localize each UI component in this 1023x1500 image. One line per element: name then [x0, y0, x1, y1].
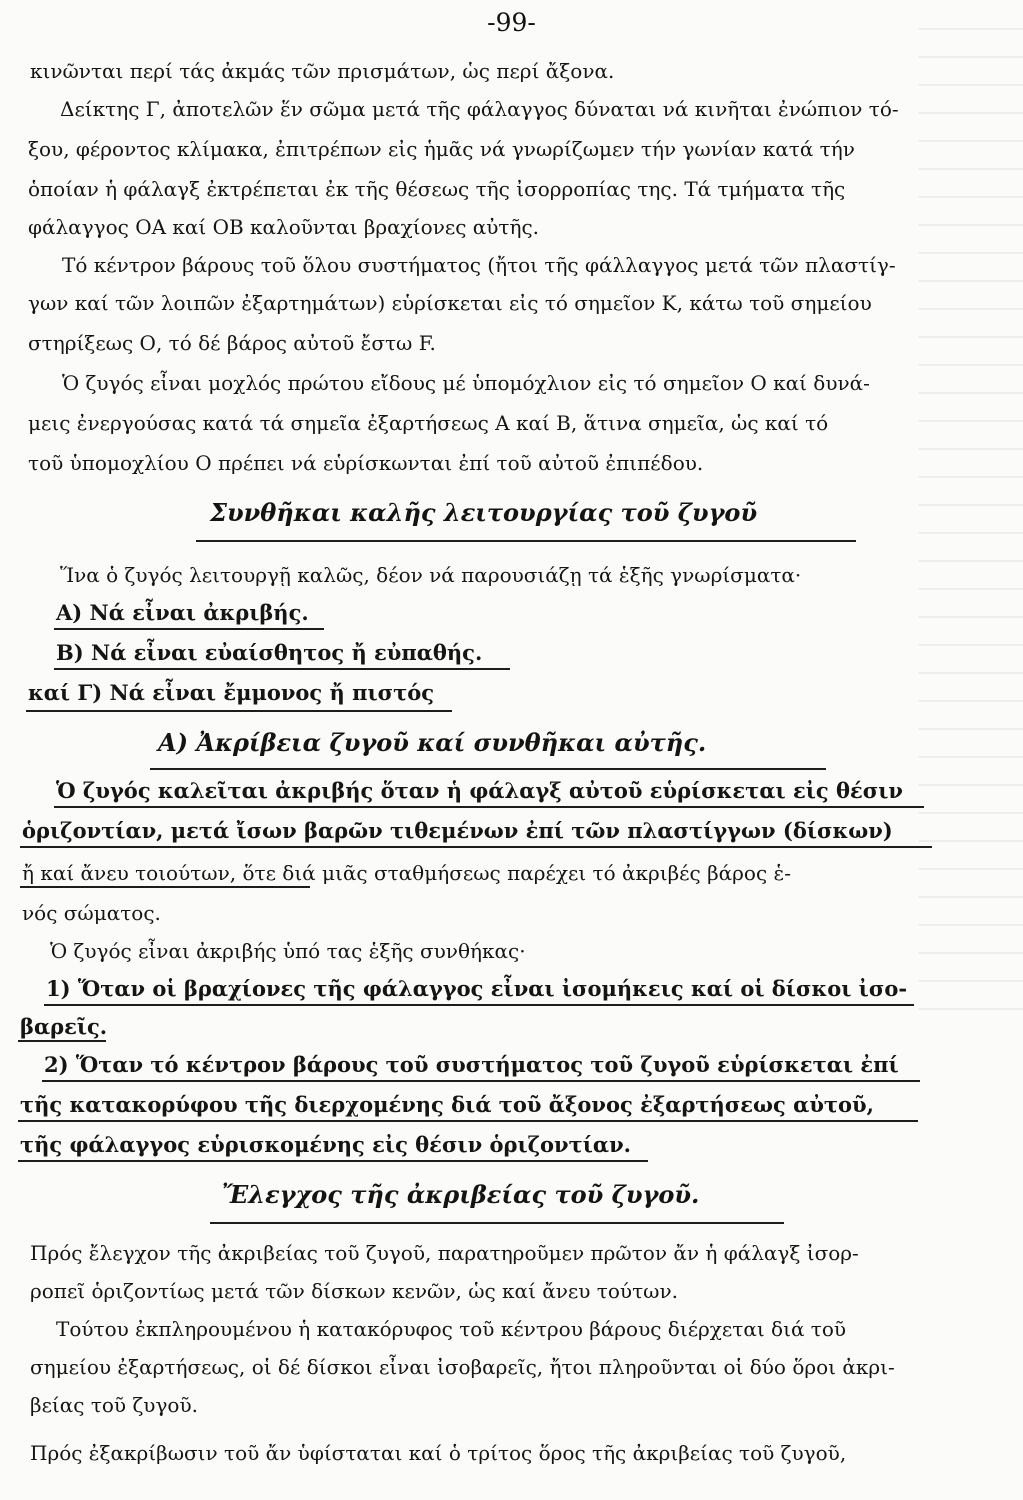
text-line: φάλαγγος ΟΑ καί ΟΒ καλοῦνται βραχίονες αὐτῆς. [28, 215, 540, 239]
text-line: τῆς φάλαγγος εὑρισκομένης εἰς θέσιν ὁριζοντίαν. [20, 1132, 631, 1157]
text-line: γων καί τῶν λοιπῶν ἐξαρτημάτων) εὑρίσκεται εἰς τό σημεῖον Κ, κάτω τοῦ σημείου [28, 291, 872, 315]
text-underline [20, 886, 310, 888]
text-underline [20, 846, 932, 848]
section-heading: Α) Ἀκρίβεια ζυγοῦ καί συνθῆκαι αὐτῆς. [158, 728, 707, 757]
text-line: σημείου ἐξαρτήσεως, οἱ δέ δίσκοι εἶναι ἰσοβαρεῖς, ἤτοι πληροῦνται οἱ δύο ὅροι ἀκρι- [30, 1355, 895, 1379]
condition-item: καί Γ) Νά εἶναι ἔμμονος ἤ πιστός [28, 680, 435, 705]
text-underline [18, 1040, 106, 1042]
text-line: Ὁ ζυγός εἶναι ἀκριβής ὑπό τας ἑξῆς συνθήκας· [50, 939, 526, 963]
text-line: ξου, φέροντος κλίμακα, ἐπιτρέπων εἰς ἡμᾶς νά γνωρίζωμεν τήν γωνίαν κατά τήν [28, 137, 855, 161]
text-underline [42, 1080, 920, 1082]
text-line: τοῦ ὑπομοχλίου Ο πρέπει νά εὑρίσκωνται ἐπί τοῦ αὐτοῦ ἐπιπέδου. [28, 451, 704, 475]
text-line: Ὁ ζυγός εἶναι μοχλός πρώτου εἴδους μέ ὑπομόχλιον εἰς τό σημεῖον Ο καί δυνά- [62, 371, 870, 395]
section-heading: Συνθῆκαι καλῆς λειτουργίας τοῦ ζυγοῦ [210, 498, 758, 527]
text-line: Δείκτης Γ, ἀποτελῶν ἕν σῶμα μετά τῆς φάλαγγος δύναται νά κινῆται ἐνώπιον τό- [60, 97, 899, 121]
heading-underline [210, 1222, 784, 1224]
text-line: Πρός ἐξακρίβωσιν τοῦ ἄν ὑφίσταται καί ὁ τρίτος ὅρος τῆς ἀκριβείας τοῦ ζυγοῦ, [30, 1441, 847, 1465]
text-line: ὁποίαν ἡ φάλαγξ ἐκτρέπεται ἐκ τῆς θέσεως τῆς ἰσορροπίας της. Τά τμήματα τῆς [28, 177, 846, 201]
text-line: Τό κέντρον βάρους τοῦ ὅλου συστήματος (ἤτοι τῆς φάλλαγγος μετά τῶν πλαστίγ- [62, 253, 896, 277]
text-line: Ἵνα ὁ ζυγός λειτουργῇ καλῶς, δέον νά παρουσιάζῃ τά ἑξῆς γνωρίσματα· [60, 563, 802, 587]
text-line: στηρίξεως Ο, τό δέ βάρος αὐτοῦ ἔστω F. [28, 331, 436, 355]
text-line: ὁριζοντίαν, μετά ἴσων βαρῶν τιθεμένων ἐπί τῶν πλαστίγγων (δίσκων) [22, 818, 893, 843]
page-number: -99- [487, 8, 536, 37]
text-line: ἤ καί ἄνευ τοιούτων, ὅτε διά μιᾶς σταθμήσεως παρέχει τό ἀκριβές βάρος ἑ- [22, 861, 791, 885]
condition-item: Α) Νά εἶναι ἀκριβής. [56, 600, 309, 625]
heading-underline [196, 540, 856, 542]
condition-item: Β) Νά εἶναι εὐαίσθητος ἤ εὐπαθής. [56, 640, 483, 665]
text-underline [18, 1120, 918, 1122]
text-line: κινῶνται περί τάς ἀκμάς τῶν πρισμάτων, ὡς περί ἄξονα. [30, 59, 615, 83]
text-underline [54, 806, 924, 808]
text-underline [44, 1004, 914, 1006]
text-underline [18, 1160, 648, 1162]
text-line: Ὁ ζυγός καλεῖται ἀκριβής ὅταν ἡ φάλαγξ αὐτοῦ εὑρίσκεται εἰς θέσιν [56, 778, 903, 803]
text-line: Τούτου ἐκπληρουμένου ἡ κατακόρυφος τοῦ κέντρου βάρους διέρχεται διά τοῦ [56, 1317, 847, 1341]
text-line: μεις ἐνεργούσας κατά τά σημεῖα ἐξαρτήσεως Α καί Β, ἅτινα σημεῖα, ὡς καί τό [28, 411, 829, 435]
text-line: βαρεῖς. [20, 1014, 108, 1039]
bleed-through-shadow [919, 28, 1023, 1028]
text-line: τῆς κατακορύφου τῆς διερχομένης διά τοῦ ἄξονος ἐξαρτήσεως αὐτοῦ, [20, 1092, 874, 1117]
text-line: νός σώματος. [22, 901, 161, 925]
condition-underline [54, 628, 324, 630]
condition-underline [54, 668, 510, 670]
text-line: 1) Ὅταν οἱ βραχίονες τῆς φάλαγγος εἶναι ἰσομήκεις καί οἱ δίσκοι ἰσο- [46, 976, 908, 1001]
condition-underline [26, 710, 452, 712]
section-heading: Ἔλεγχος τῆς ἀκριβείας τοῦ ζυγοῦ. [222, 1180, 700, 1209]
text-line: 2) Ὅταν τό κέντρον βάρους τοῦ συστήματος τοῦ ζυγοῦ εὑρίσκεται ἐπί [44, 1052, 899, 1077]
text-line: ροπεῖ ὁριζοντίως μετά τῶν δίσκων κενῶν, ὡς καί ἄνευ τούτων. [30, 1279, 678, 1303]
heading-underline [150, 768, 826, 770]
text-line: Πρός ἔλεγχον τῆς ἀκριβείας τοῦ ζυγοῦ, παρατηροῦμεν πρῶτον ἄν ἡ φάλαγξ ἰσορ- [30, 1241, 859, 1265]
text-line: βείας τοῦ ζυγοῦ. [30, 1393, 198, 1417]
